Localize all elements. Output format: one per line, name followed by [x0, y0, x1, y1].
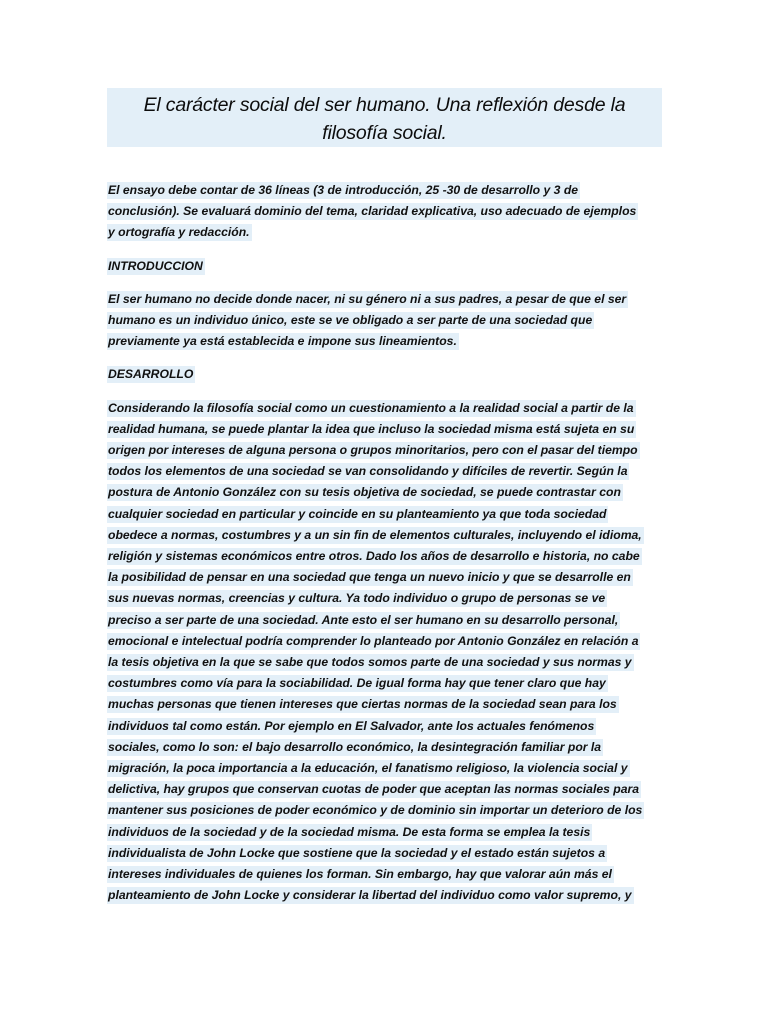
development-line: emocional e intelectual podría comprender lo planteado por Antonio González en relación a [108, 633, 639, 648]
intro-paragraph [107, 289, 667, 353]
development-line: mantener sus posiciones de poder económico y de dominio sin importar un deterioro de los [108, 803, 643, 818]
development-line: la posibilidad de pensar en una sociedad que tenga un nuevo inicio y que se desarrolle en [108, 570, 631, 585]
development-line: planteamiento de John Locke y considerar la libertad del individuo como valor supremo, y [108, 888, 632, 903]
intro-heading-block [107, 256, 667, 277]
instructions-line: El ensayo debe contar de 36 líneas (3 de introducción, 25 -30 de desarrollo y 3 de [108, 183, 579, 197]
development-line: preciso a ser parte de una sociedad. Ante esto el ser humano en su desarrollo personal, [108, 612, 619, 627]
development-line: intereses individuales de quienes los forman. Sin embargo, hay que valorar aún más el [108, 867, 612, 882]
development-line: realidad humana, se puede plantar la idea que incluso la sociedad misma está sujeta en su [108, 421, 635, 436]
instructions-line: conclusión). Se evaluará dominio del tema, claridad explicativa, uso adecuado de ejemplos [108, 204, 637, 219]
development-line: sociales, como lo son: el bajo desarrollo económico, la desintegración familiar por la [108, 739, 602, 754]
development-line: cualquier sociedad en particular y coincide en su planteamiento ya que toda sociedad [108, 506, 607, 521]
development-line: individualista de John Locke que sostiene que la sociedad y el estado están sujetos a [108, 845, 606, 860]
intro-line: previamente ya está establecida e impone sus lineamientos. [108, 334, 457, 349]
intro-line: El ser humano no decide donde nacer, ni su género ni a sus padres, a pesar de que el ser [108, 291, 627, 306]
development-heading-block [107, 364, 667, 385]
development-line: origen por intereses de alguna persona o grupos minoritarios, pero con el pasar del tiempo [108, 443, 638, 458]
development-line: muchas personas que tienen intereses que ciertas normas de la sociedad sean para los [108, 697, 617, 712]
development-line: individuos de la sociedad y de la sociedad misma. De esta forma se emplea la tesis [108, 824, 591, 839]
intro-line: humano es un individuo único, este se ve obligado a ser parte de una sociedad que [108, 313, 593, 328]
title-line: filosofía social. [322, 122, 447, 144]
development-line: postura de Antonio González con su tesis objetiva de sociedad, se puede contrastar con [108, 485, 621, 500]
instructions-line: y ortografía y redacción. [108, 225, 250, 240]
development-line: Considerando la filosofía social como un cuestionamiento a la realidad social a partir de la [108, 400, 634, 415]
instructions-paragraph [107, 180, 667, 244]
development-paragraph [107, 398, 667, 907]
development-line: migración, la poca importancia a la educación, el fanatismo religioso, la violencia social y [108, 761, 628, 776]
development-heading: DESARROLLO [108, 367, 194, 382]
development-line: la tesis objetiva en la que se sabe que todos somos parte de una sociedad y sus normas y [108, 655, 632, 670]
document-body [107, 180, 667, 919]
development-line: costumbres como vía para la sociabilidad. De igual forma hay que tener claro que hay [108, 676, 606, 691]
development-line: religión y sistemas económicos entre otros. Dado los años de desarrollo e historia, no cabe [108, 549, 640, 564]
title-line: El carácter social del ser humano. Una reflexión desde la [143, 94, 626, 116]
document-title [107, 88, 662, 147]
development-line: sus nuevas normas, creencias y cultura. Ya todo individuo o grupo de personas se ve [108, 591, 606, 606]
development-line: todos los elementos de una sociedad se van consolidando y difíciles de revertir. Según la [108, 464, 628, 479]
development-line: individuos tal como están. Por ejemplo en El Salvador, ante los actuales fenómenos [108, 718, 595, 733]
development-line: delictiva, hay grupos que conservan cuotas de poder que aceptan las normas sociales para [108, 782, 640, 797]
intro-heading: INTRODUCCION [108, 258, 203, 273]
development-line: obedece a normas, costumbres y a un sin fin de elementos culturales, incluyendo el idioma, [108, 527, 642, 542]
